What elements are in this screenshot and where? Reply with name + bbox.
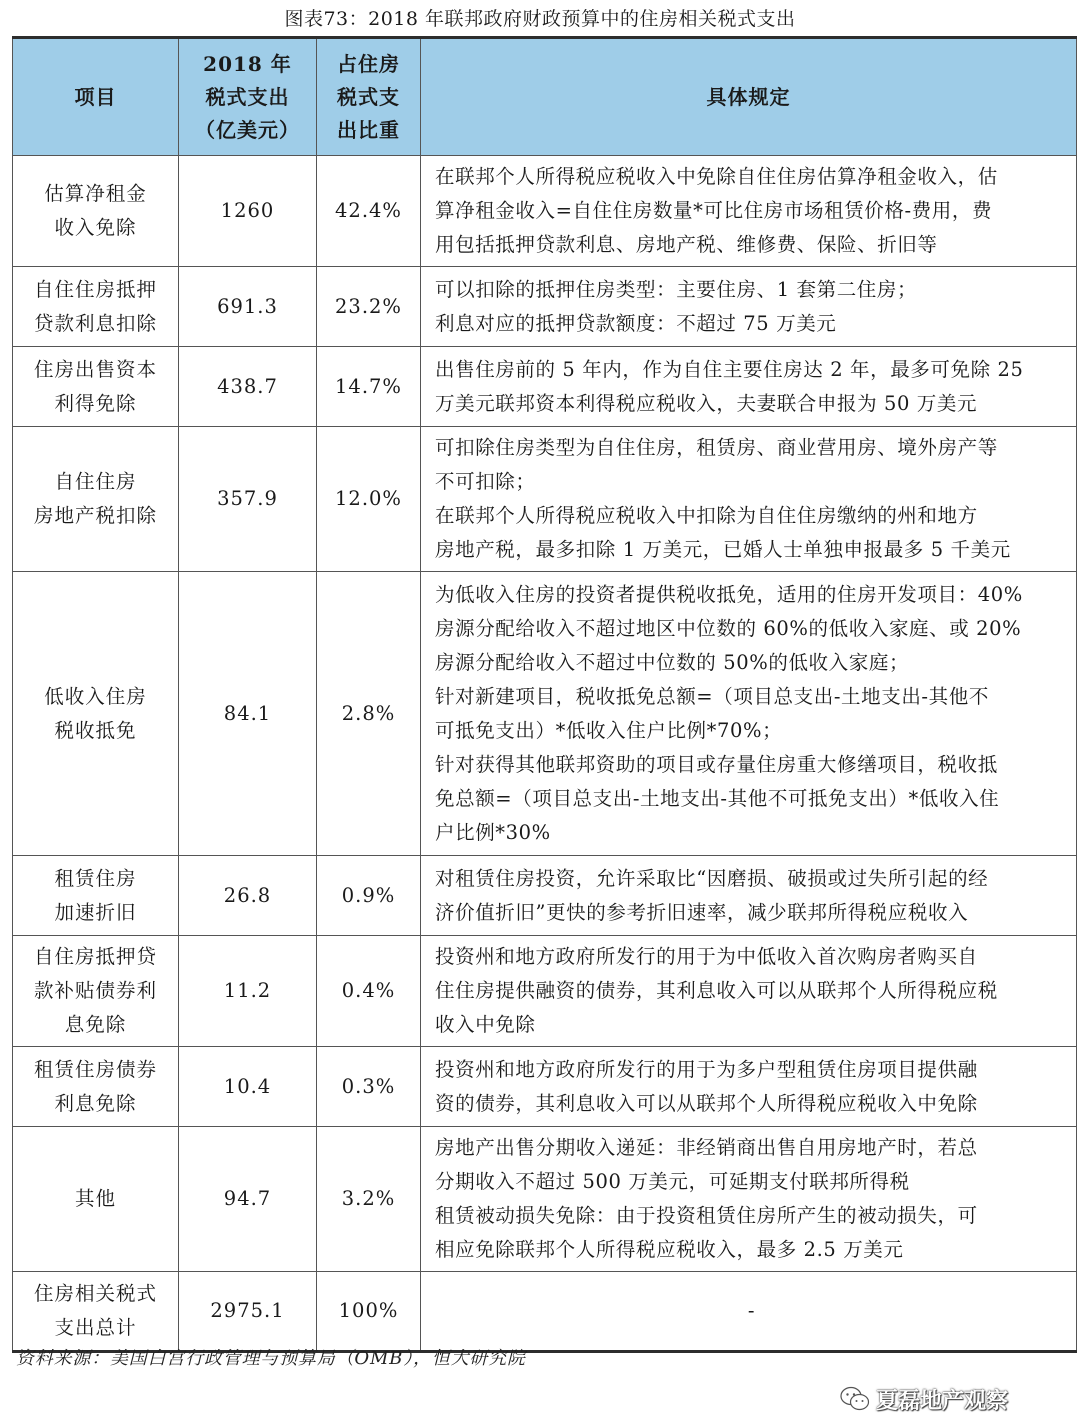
detail-line: 出售住房前的 5 年内，作为自住主要住房达 2 年，最多可免除 25 (435, 357, 1024, 381)
item-line: 自住住房抵押 (33, 277, 157, 301)
cell-share: 42.4% (317, 156, 421, 267)
table-header-row (13, 38, 1077, 156)
item-line: 其他 (74, 1187, 116, 1210)
cell-share: 23.2% (317, 267, 421, 347)
header-share (317, 38, 421, 156)
table-row (13, 427, 1077, 572)
item-line: 住房相关税式 (33, 1282, 157, 1305)
detail-line: 针对新建项目，税收抵免总额=（项目总支出-土地支出-其他不 (435, 684, 989, 708)
item-line: 利得免除 (54, 391, 137, 415)
cell-amount: 84.1 (179, 572, 317, 856)
header-amount-line: 2018 年 (203, 51, 292, 76)
cell-item (13, 427, 179, 572)
table-row (13, 267, 1077, 347)
detail-line: 投资州和地方政府所发行的用于为中低收入首次购房者购买自 (435, 945, 978, 968)
detail-line: 在联邦个人所得税应税收入中免除自住住房估算净租金收入，估 (435, 165, 998, 188)
cell-share: 0.9% (317, 856, 421, 936)
detail-line: 算净租金收入=自住住房数量*可比住房市场租赁价格-费用，费 (435, 199, 993, 222)
item-line: 低收入住房 (44, 684, 147, 708)
table-row (13, 1127, 1077, 1272)
header-amount-line: （亿美元） (195, 117, 300, 142)
table-row (13, 1272, 1077, 1352)
cell-amount: 2975.1 (179, 1272, 317, 1352)
detail-line: 资的债券，其利息收入可以从联邦个人所得税应税收入中免除 (435, 1091, 978, 1115)
detail-line: 住住房提供融资的债券，其利息收入可以从联邦个人所得税应税 (435, 979, 998, 1002)
cell-detail (421, 267, 1077, 347)
tax-expenditure-table-container (12, 36, 1076, 1353)
cell-amount: 26.8 (179, 856, 317, 936)
item-line: 贷款利息扣除 (33, 311, 157, 335)
cell-amount: 1260 (179, 156, 317, 267)
item-line: 自住住房 (54, 470, 137, 493)
header-amount-line: 税式支出 (205, 84, 290, 109)
cell-item (13, 347, 179, 427)
cell-item (13, 572, 179, 856)
detail-line: 针对获得其他联邦资助的项目或存量住房重大修缮项目，税收抵 (435, 752, 998, 776)
item-line: 估算净租金 (44, 182, 147, 205)
cell-share: 14.7% (317, 347, 421, 427)
table-row (13, 856, 1077, 936)
detail-line: 可抵免支出）*低收入住户比例*70%； (435, 718, 783, 742)
detail-line: 利息对应的抵押贷款额度：不超过 75 万美元 (435, 311, 837, 335)
cell-share: 0.3% (317, 1047, 421, 1127)
detail-line: 济价值折旧”更快的参考折旧速率，减少联邦所得税应税收入 (435, 900, 969, 924)
cell-amount: 438.7 (179, 347, 317, 427)
detail-line: 可以扣除的抵押住房类型：主要住房、1 套第二住房； (435, 277, 918, 301)
detail-line: 在联邦个人所得税应税收入中扣除为自住住房缴纳的州和地方 (435, 504, 978, 527)
header-detail: 具体规定 (421, 38, 1077, 156)
cell-detail (421, 1047, 1077, 1127)
detail-line: 租赁被动损失免除：由于投资租赁住房所产生的被动损失，可 (435, 1204, 978, 1227)
table-row (13, 347, 1077, 427)
detail-line: 可扣除住房类型为自住住房，租赁房、商业营用房、境外房产等 (435, 436, 998, 459)
cell-item (13, 856, 179, 936)
table-row (13, 936, 1077, 1047)
detail-line: 房地产税，最多扣除 1 万美元，已婚人士单独申报最多 5 千美元 (435, 538, 1011, 561)
detail-line: 不可扣除； (435, 470, 536, 493)
cell-detail (421, 1272, 1077, 1352)
cell-share: 12.0% (317, 427, 421, 572)
cell-share: 2.8% (317, 572, 421, 856)
item-line: 租赁住房 (54, 866, 137, 890)
detail-line: 分期收入不超过 500 万美元，可延期支付联邦所得税 (435, 1170, 910, 1193)
table-row (13, 1047, 1077, 1127)
detail-line: 用包括抵押贷款利息、房地产税、维修费、保险、折旧等 (435, 233, 938, 256)
cell-amount: 357.9 (179, 427, 317, 572)
cell-share: 100% (317, 1272, 421, 1352)
cell-amount: 11.2 (179, 936, 317, 1047)
cell-detail (421, 936, 1077, 1047)
cell-amount: 94.7 (179, 1127, 317, 1272)
detail-line: 户比例*30% (435, 820, 551, 844)
cell-detail (421, 347, 1077, 427)
watermark (840, 1384, 1008, 1414)
detail-line: 免总额=（项目总支出-土地支出-其他不可抵免支出）*低收入住 (435, 786, 1000, 810)
cell-item (13, 1272, 179, 1352)
item-line: 自住房抵押贷 (33, 945, 157, 968)
item-line: 收入免除 (54, 216, 137, 239)
detail-line: 万美元联邦资本利得税应税收入，夫妻联合申报为 50 万美元 (435, 391, 978, 415)
cell-item (13, 1047, 179, 1127)
item-line: 利息免除 (54, 1091, 137, 1115)
wechat-icon (840, 1386, 870, 1412)
detail-line: 房地产出售分期收入递延：非经销商出售自用房地产时，若总 (435, 1136, 978, 1159)
detail-line: - (747, 1299, 756, 1322)
cell-detail (421, 856, 1077, 936)
item-line: 住房出售资本 (33, 357, 157, 381)
table-row (13, 572, 1077, 856)
table-title: 图表73：2018 年联邦政府财政预算中的住房相关税式支出 (284, 8, 796, 30)
cell-amount: 691.3 (179, 267, 317, 347)
detail-line: 投资州和地方政府所发行的用于为多户型租赁住房项目提供融 (435, 1057, 978, 1081)
cell-detail (421, 427, 1077, 572)
item-line: 租赁住房债券 (33, 1057, 157, 1081)
detail-line: 相应免除联邦个人所得税应税收入，最多 2.5 万美元 (435, 1238, 904, 1261)
header-share-line: 税式支 (337, 84, 400, 109)
table-body (13, 156, 1077, 1352)
tax-expenditure-table (12, 36, 1077, 1353)
header-share-line: 出比重 (337, 117, 400, 142)
detail-line: 为低收入住房的投资者提供税收抵免，适用的住房开发项目：40% (435, 582, 1023, 606)
header-amount (179, 38, 317, 156)
cell-detail (421, 572, 1077, 856)
cell-item (13, 156, 179, 267)
header-item: 项目 (13, 38, 179, 156)
cell-share: 0.4% (317, 936, 421, 1047)
detail-line: 房源分配给收入不超过地区中位数的 60%的低收入家庭、或 20% (435, 616, 1022, 640)
detail-line: 收入中免除 (435, 1013, 536, 1036)
cell-item (13, 936, 179, 1047)
cell-item (13, 267, 179, 347)
detail-line: 房源分配给收入不超过中位数的 50%的低收入家庭； (435, 650, 910, 674)
table-row (13, 156, 1077, 267)
cell-amount: 10.4 (179, 1047, 317, 1127)
cell-detail (421, 1127, 1077, 1272)
detail-line: 对租赁住房投资，允许采取比“因磨损、破损或过失所引起的经 (435, 866, 989, 890)
item-line: 税收抵免 (54, 718, 137, 742)
cell-share: 3.2% (317, 1127, 421, 1272)
cell-detail (421, 156, 1077, 267)
item-line: 款补贴债券利 (33, 979, 157, 1002)
item-line: 房地产税扣除 (33, 504, 157, 527)
watermark-text: 夏磊地产观察 (876, 1388, 1009, 1414)
item-line: 息免除 (64, 1013, 127, 1036)
source-note: 资料来源：美国白宫行政管理与预算局（OMB），恒大研究院 (16, 1348, 526, 1369)
item-line: 加速折旧 (54, 900, 137, 924)
header-share-line: 占住房 (337, 51, 400, 76)
cell-item (13, 1127, 179, 1272)
item-line: 支出总计 (54, 1316, 137, 1339)
